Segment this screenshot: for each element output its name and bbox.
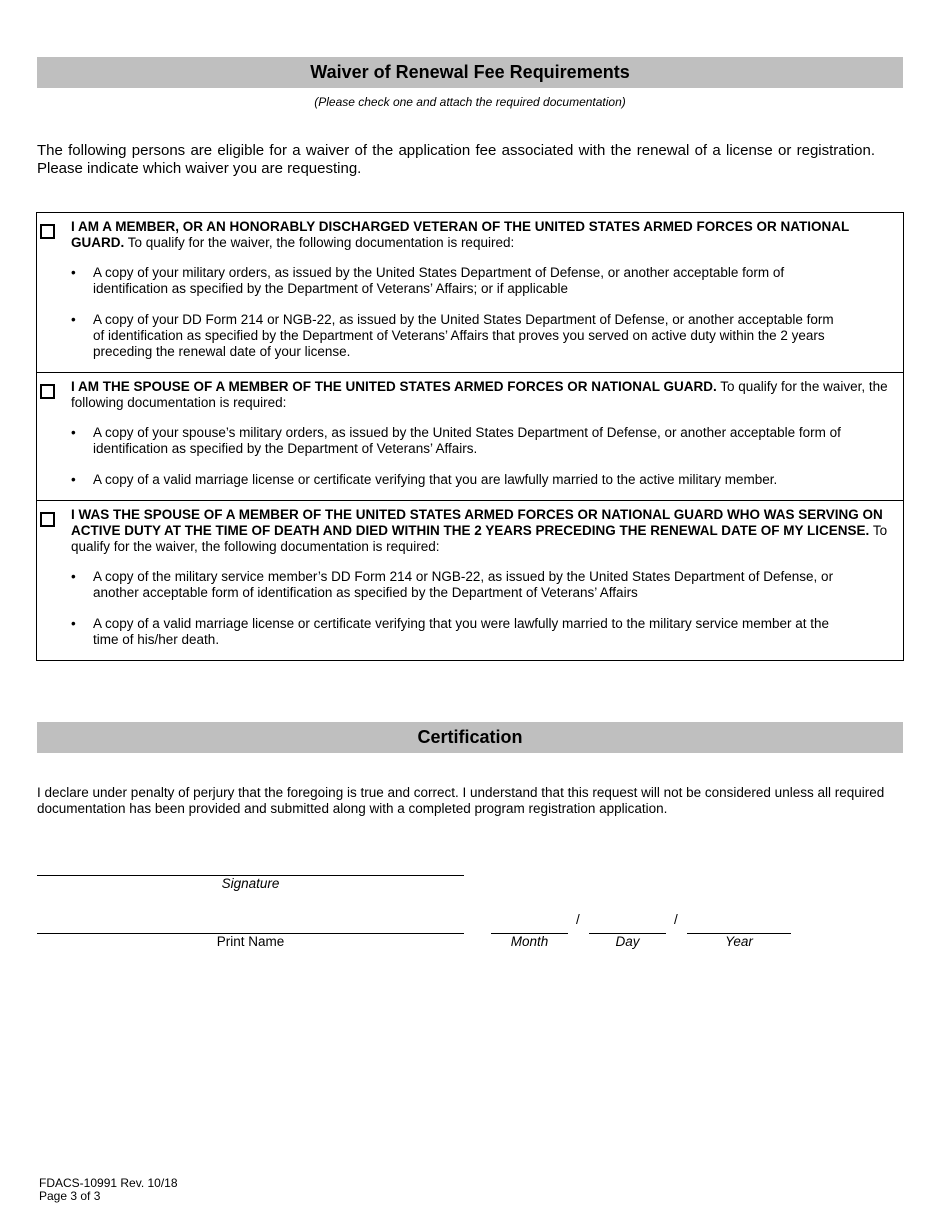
date-separator: / <box>674 912 678 927</box>
option-heading-bold: I AM THE SPOUSE OF A MEMBER OF THE UNITED STATES ARMED FORCES OR NATIONAL GUARD. <box>71 379 717 394</box>
print-name-label: Print Name <box>216 934 285 949</box>
intro-paragraph: The following persons are eligible for a waiver of the application fee associated with the renewal of a license or registration. Please indicate which waiver you are requesting. <box>37 142 875 177</box>
list-item: • A copy of your spouse’s military orders, as issued by the United States Department of Defense, or another acceptable form of identification as specified by the Department of Veterans’ Affairs. <box>93 425 848 457</box>
requirements-list <box>37 425 903 488</box>
option-heading-rest: To qualify for the waiver, the following documentation is required: <box>71 379 888 410</box>
signature-label: Signature <box>221 876 280 891</box>
page-subtitle: (Please check one and attach the required documentation) <box>314 95 626 109</box>
certification-text: I declare under penalty of perjury that the foregoing is true and correct. I understand that this request will not be considered unless all required documentation has been provided and submitted along with a completed program registration application. <box>37 785 885 816</box>
waiver-options <box>36 212 904 661</box>
page-number: Page 3 of 3 <box>39 1189 101 1203</box>
waiver-option-spouse <box>37 373 903 501</box>
option-heading <box>71 507 901 555</box>
list-item: • A copy of a valid marriage license or certificate verifying that you are lawfully married to the active military member. <box>93 472 848 488</box>
month-label: Month <box>510 934 549 949</box>
list-item: • A copy of the military service member’s DD Form 214 or NGB-22, as issued by the United States Department of Defense, or another acceptable form of identification as specified by the Department of Veterans’ Affairs <box>93 569 848 601</box>
waiver-checkbox-veteran[interactable] <box>40 224 55 239</box>
requirements-list <box>37 265 903 360</box>
list-item: • A copy of your DD Form 214 or NGB-22, as issued by the United States Department of Defense, or another acceptable form of identification as specified by the Department of Veterans’ Affairs that proves you served on active duty within the 2 years preceding the renewal date of your license. <box>93 312 848 360</box>
requirements-list <box>37 569 903 648</box>
form-id: FDACS-10991 Rev. 10/18 <box>39 1176 178 1190</box>
option-heading-bold: I AM A MEMBER, OR AN HONORABLY DISCHARGED VETERAN OF THE UNITED STATES ARMED FORCES OR NATIONAL GUARD. <box>71 219 850 250</box>
day-label: Day <box>615 934 640 949</box>
page-title: Waiver of Renewal Fee Requirements <box>37 57 903 88</box>
option-heading <box>71 219 901 251</box>
list-item: • A copy of a valid marriage license or certificate verifying that you were lawfully married to the military service member at the time of his/her death. <box>93 616 848 648</box>
option-heading <box>71 379 901 411</box>
waiver-option-veteran <box>37 213 903 373</box>
list-item: • A copy of your military orders, as issued by the United States Department of Defense, or another acceptable form of identification as specified by the Department of Veterans’ Affairs; or if applicable <box>93 265 848 297</box>
year-label: Year <box>725 934 753 949</box>
certification-title: Certification <box>37 722 903 753</box>
option-heading-rest: To qualify for the waiver, the following documentation is required: <box>124 235 515 250</box>
waiver-checkbox-spouse[interactable] <box>40 384 55 399</box>
waiver-checkbox-surviving-spouse[interactable] <box>40 512 55 527</box>
date-separator: / <box>576 912 580 927</box>
waiver-option-surviving-spouse <box>37 501 903 660</box>
footer <box>39 1177 178 1203</box>
option-heading-bold: I WAS THE SPOUSE OF A MEMBER OF THE UNITED STATES ARMED FORCES OR NATIONAL GUARD WHO WAS SERVING ON ACTIVE DUTY AT THE TIME OF DEATH AND DIED WITHIN THE 2 YEARS PRECEDING THE RENEWAL DATE OF MY LICENSE. <box>71 507 883 538</box>
option-heading-rest: To qualify for the waiver, the following documentation is required: <box>71 523 888 554</box>
